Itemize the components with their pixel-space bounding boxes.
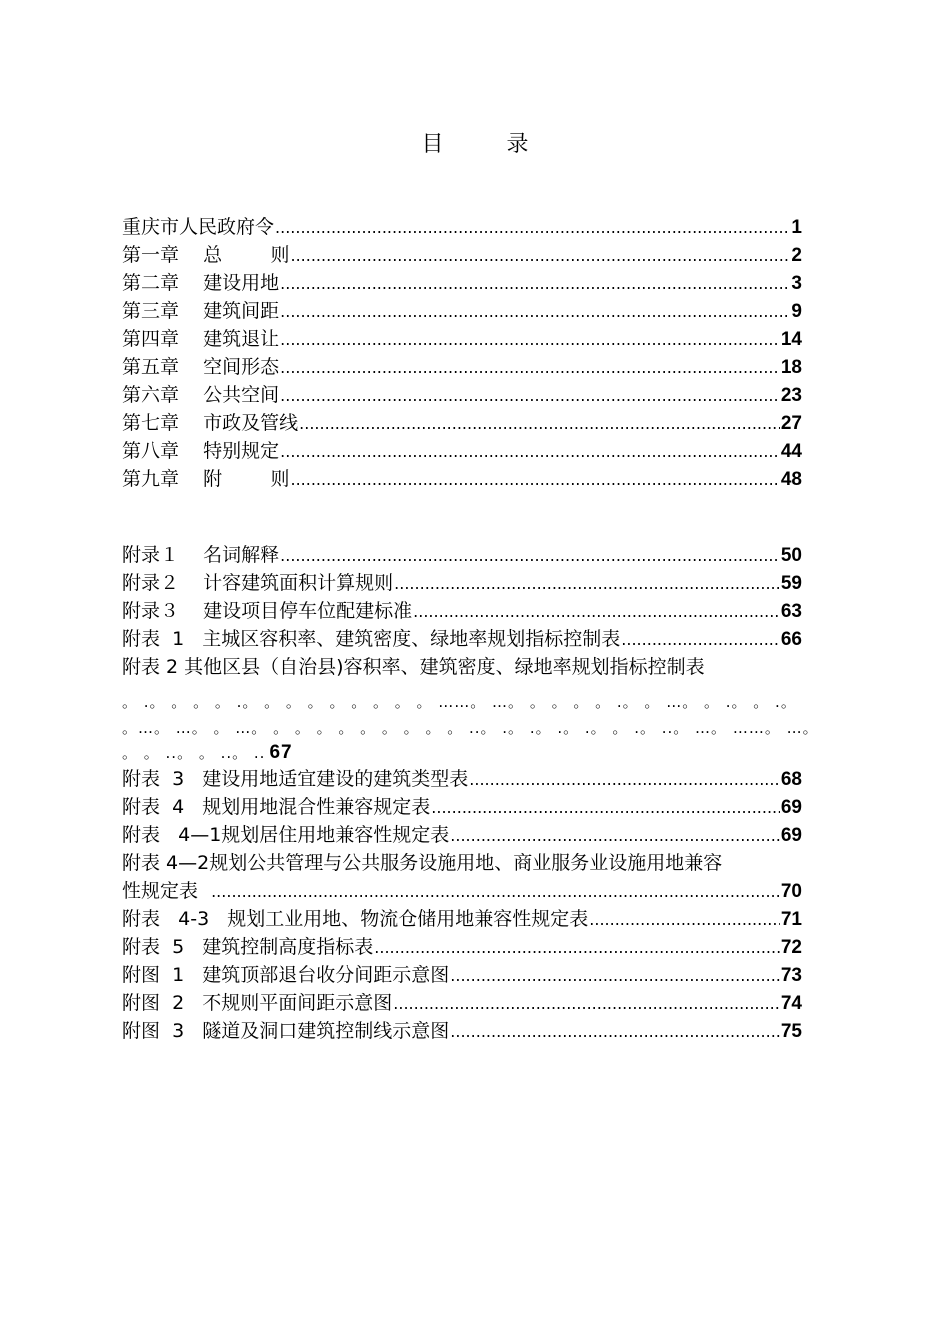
toc-entry-page: 50 [780,545,802,566]
dot-leader [450,821,780,850]
toc-entry-label: 附表 4 规划用地混合性兼容规定表 [122,796,431,818]
toc-entry[interactable] [122,933,802,961]
toc-entry[interactable] [122,625,802,653]
dot-leader [431,793,780,822]
toc-entry[interactable] [122,353,802,381]
toc-entry-label: 第八章 特别规定 [122,440,280,462]
toc-entry-page: 69 [780,825,802,846]
dot-leader [211,877,780,906]
toc-entry[interactable] [122,325,802,353]
toc-entry-label: 第五章 空间形态 [122,356,280,378]
dot-leader [621,625,780,654]
toc-entry-page: 71 [780,909,802,930]
toc-entry-label: 第三章 建筑间距 [122,300,280,322]
dot-leader [450,1017,780,1046]
dot-leader [280,541,780,570]
toc-entry[interactable] [122,213,802,241]
toc-entry-label: 附录２ 计容建筑面积计算规则 [122,572,394,594]
toc-entry[interactable] [122,597,802,625]
toc-entry-label: 附图 2 不规则平面间距示意图 [122,992,393,1014]
toc-entry-page: 23 [780,385,802,406]
toc-entry[interactable] [122,269,802,297]
toc-entry-table-2[interactable] [122,653,819,765]
toc-entry-label: 第七章 市政及管线 [122,412,299,434]
toc-entry-label: 附表 2 其他区县（自治县)容积率、建筑密度、绿地率规划指标控制表 [122,656,705,678]
toc-entry-page: 72 [780,937,802,958]
toc-entry-label: 性规定表 [122,880,211,902]
toc-entry-page: 3 [791,273,802,294]
dot-leader [299,409,780,438]
dot-leader [280,381,780,410]
toc-entry-page: 67 [269,742,293,763]
toc-entry-label: 附表 1 主城区容积率、建筑密度、绿地率规划指标控制表 [122,628,621,650]
toc-entry-label: 第九章 附 则 [122,468,290,490]
toc-entry-page: 59 [780,573,802,594]
toc-entry-page: 44 [780,441,802,462]
toc-entry[interactable] [122,1017,802,1045]
toc-entry-label: 附图 1 建筑顶部退台收分间距示意图 [122,964,450,986]
dot-leader [393,989,780,1018]
toc-entry-label: 第四章 建筑退让 [122,328,280,350]
toc-entry[interactable] [122,465,802,493]
toc-entry[interactable] [122,437,802,465]
dot-leader [290,241,790,270]
dot-leader [394,569,780,598]
toc-entry-page: 66 [780,629,802,650]
dot-leader-scatter: 。 .。 。 。 。 .。 。 。 。 。 。 。 。 。 ……。 …。 。 。 。 。 .。 。 …。 。 .。 。 .。 [122,693,797,711]
toc-entry-page: 74 [780,993,802,1014]
toc-entry[interactable] [122,905,802,933]
dot-leader [290,465,779,494]
dot-leader-scatter: 。 。 ..。 。 ..。 .. [122,744,266,762]
dot-leader [275,213,790,242]
toc-entry[interactable] [122,241,802,269]
dot-leader [374,933,780,962]
toc-entry-page: 1 [791,217,802,238]
toc-entry-page: 69 [780,797,802,818]
dot-leader-scatter: 。…。 …。 。 …。 。 。 。 。 。 。 。 。 。 ..。 .。 .。 .。 .。 。 .。 ..。 …。 ……。 …。 [122,719,819,737]
toc-entry-page: 73 [780,965,802,986]
toc-entry[interactable] [122,541,802,569]
toc-entry-label: 附表 4-3 规划工业用地、物流仓储用地兼容性规定表 [122,908,589,930]
toc-entry[interactable] [122,961,802,989]
toc-entry-page: 18 [780,357,802,378]
toc-entry[interactable] [122,989,802,1017]
toc-entry[interactable] [122,297,802,325]
dot-leader [280,353,780,382]
toc-chapters [122,213,802,493]
toc-entry-label: 附表 4—2规划公共管理与公共服务设施用地、商业服务业设施用地兼容 [122,852,723,874]
toc-entry-page: 70 [780,881,802,902]
dot-leader [280,437,780,466]
toc-entry[interactable] [122,381,802,409]
dot-leader [280,325,780,354]
toc-entry-page: 63 [780,601,802,622]
dot-leader [469,765,780,794]
page-title: 目 录 [421,132,557,157]
toc-entry-label: 附表 3 建设用地适宜建设的建筑类型表 [122,768,469,790]
toc-entry[interactable] [122,793,802,821]
dot-leader [413,597,780,626]
toc-entry-label: 附表 5 建筑控制高度指标表 [122,936,374,958]
toc-entry[interactable] [122,569,802,597]
toc-entry-label: 第六章 公共空间 [122,384,280,406]
toc-entry[interactable] [122,409,802,437]
toc-entry-page: 9 [791,301,802,322]
toc-entry-page: 68 [780,769,802,790]
dot-leader [589,905,780,934]
toc-entry-label: 附表 4—1规划居住用地兼容性规定表 [122,824,450,846]
toc-entry-page: 48 [780,469,802,490]
toc-entry-page: 2 [791,245,802,266]
toc-entry[interactable] [122,821,802,849]
toc-entry-page: 14 [780,329,802,350]
toc-entry-label: 附录３ 建设项目停车位配建标准 [122,600,413,622]
dot-leader [280,269,790,298]
toc-entry-label: 附录１ 名词解释 [122,544,280,566]
toc-entry-page: 27 [780,413,802,434]
toc-entry-table-4-2[interactable] [122,849,802,905]
dot-leader [450,961,780,990]
toc-entry-label: 第二章 建设用地 [122,272,280,294]
toc-appendices [122,541,819,1045]
toc-entry[interactable] [122,765,802,793]
toc-entry-label: 重庆市人民政府令 [122,216,275,238]
toc-entry-label: 第一章 总 则 [122,244,290,266]
dot-leader [280,297,790,326]
toc-entry-page: 75 [780,1021,802,1042]
toc-entry-label: 附图 3 隧道及洞口建筑控制线示意图 [122,1020,450,1042]
